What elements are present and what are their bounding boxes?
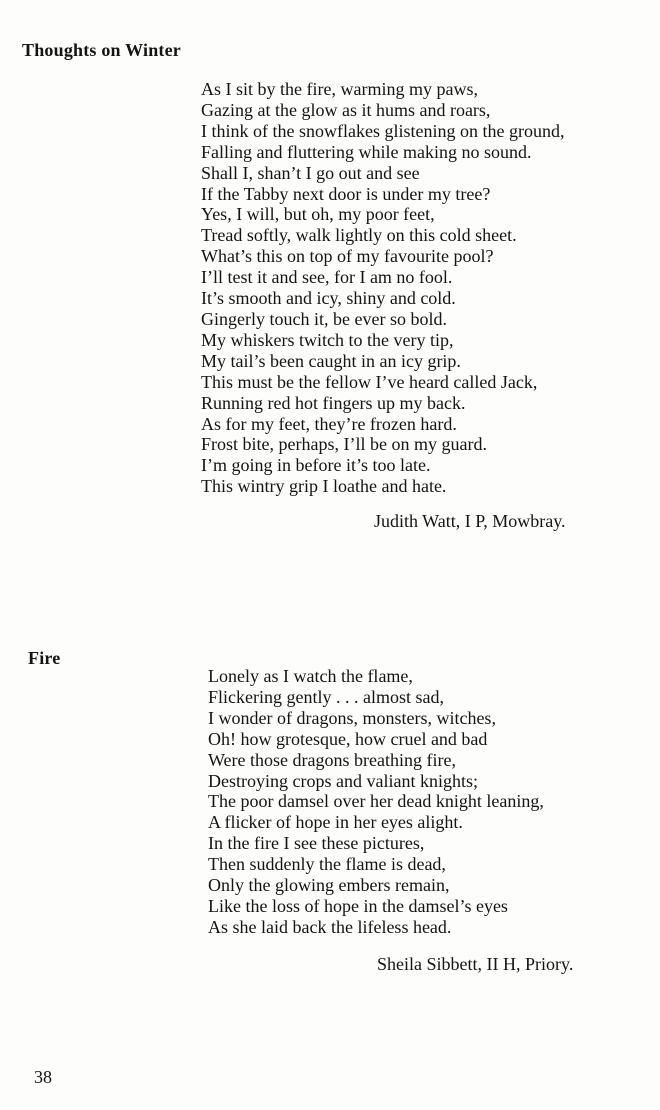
poem-line: Gazing at the glow as it hums and roars, [201, 99, 491, 120]
poem-body [201, 79, 564, 497]
poem-line: My tail’s been caught in an icy grip. [201, 350, 461, 371]
poem-line: Running red hot fingers up my back. [201, 392, 466, 413]
poem-line: I’ll test it and see, for I am no fool. [201, 267, 453, 288]
poem-line: Like the loss of hope in the damsel’s eyes [208, 895, 508, 916]
poem-line: Yes, I will, but oh, my poor feet, [201, 204, 435, 225]
poem-line: Lonely as I watch the flame, [208, 666, 413, 686]
poem-line: What’s this on top of my favourite pool? [201, 246, 494, 267]
poem-line: As for my feet, they’re frozen hard. [201, 413, 457, 434]
poem-line: I’m going in before it’s too late. [201, 455, 431, 476]
poem-line: As I sit by the fire, warming my paws, [201, 79, 478, 99]
poem-line: I wonder of dragons, monsters, witches, [208, 707, 496, 728]
poem-line: Only the glowing embers remain, [208, 875, 450, 896]
poem-title: Fire [28, 648, 61, 668]
poem-attribution: Judith Watt, I P, Mowbray. [374, 511, 566, 531]
poem-attribution: Sheila Sibbett, II H, Priory. [377, 954, 574, 974]
poem-line: A flicker of hope in her eyes alight. [208, 812, 463, 833]
poem-line: This wintry grip I loathe and hate. [201, 476, 447, 497]
poem-line: I think of the snowflakes glistening on the ground, [201, 120, 565, 141]
poem-line: This must be the fellow I’ve heard called Jack, [201, 371, 538, 392]
poem-line: Shall I, shan’t I go out and see [201, 162, 420, 183]
poem-line: My whiskers twitch to the very tip, [201, 329, 454, 350]
poem-line: Oh! how grotesque, how cruel and bad [208, 728, 488, 749]
poem-line: As she laid back the lifeless head. [208, 916, 452, 937]
poem-line: Then suddenly the flame is dead, [208, 854, 446, 875]
poem-line: In the fire I see these pictures, [208, 833, 425, 854]
poem-line: If the Tabby next door is under my tree? [201, 183, 491, 204]
poem-line: Frost bite, perhaps, I’ll be on my guard. [201, 434, 487, 455]
poem-line: Destroying crops and valiant knights; [208, 770, 478, 791]
page-number: 38 [34, 1067, 52, 1087]
poem-title: Thoughts on Winter [22, 40, 181, 60]
poem-line: Gingerly touch it, be ever so bold. [201, 308, 447, 329]
poem-line: Tread softly, walk lightly on this cold sheet. [201, 225, 517, 246]
poem-line: The poor damsel over her dead knight leaning, [208, 791, 544, 812]
poem-line: It’s smooth and icy, shiny and cold. [201, 288, 456, 309]
poem-body [208, 666, 544, 938]
poem-line: Falling and fluttering while making no sound. [201, 141, 532, 162]
poem-line: Flickering gently . . . almost sad, [208, 686, 444, 707]
poem-line: Were those dragons breathing fire, [208, 749, 456, 770]
